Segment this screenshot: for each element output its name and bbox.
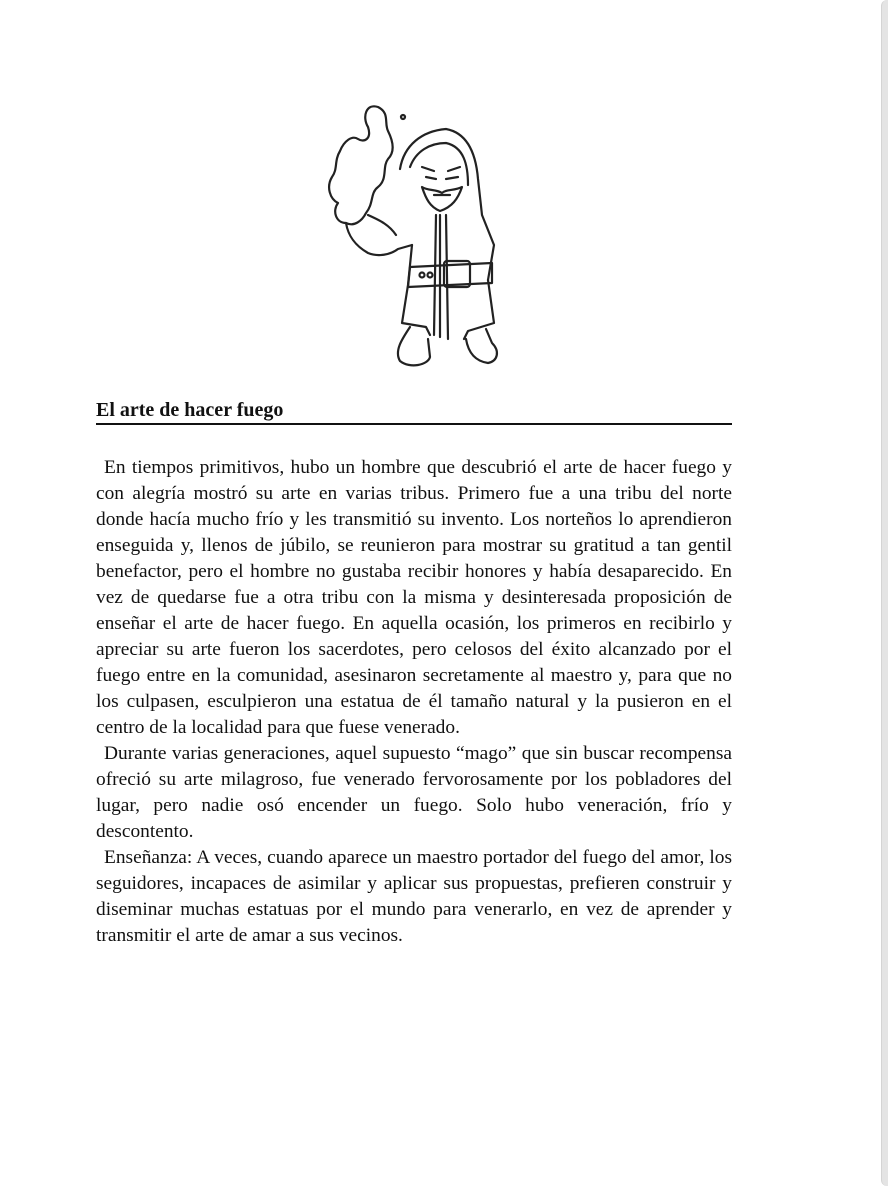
paragraph-lesson: Enseñanza: A veces, cuando aparece un maestro portador del fuego del amor, los seguidores, incapaces de asimilar y aplicar sus propuestas, prefieren construir y diseminar muchas estatuas por el mundo para venerarlo, en vez de aprender y transmitir el arte de amar a sus vecinos. [96, 847, 732, 946]
arm-shape [346, 223, 412, 255]
page-edge-scroll [881, 0, 888, 1186]
flame-shape [329, 106, 393, 224]
story-title: El arte de hacer fuego [96, 398, 732, 425]
paragraph-veneration: Durante varias generaciones, aquel supuesto “mago” que sin buscar recompensa ofreció su arte milagroso, fue venerado fervorosamente por los pobladores del lugar, pero nadie osó encender un fuego. Solo hubo veneración, frío y descontento. [96, 743, 732, 842]
wizard-illustration-icon [318, 95, 513, 375]
paragraph-story: En tiempos primitivos, hubo un hombre que descubrió el arte de hacer fuego y con alegría mostró su arte en varias tribus. Primero fue a una tribu del norte donde hacía mucho frío y les transmitió su invento. Los norteños lo aprendieron enseguida y, llenos de júbilo, se reunieron para mostrar su gratitud a tan gentil benefactor, pero el hombre no gustaba recibir honores y había desaparecido. En vez de quedarse fue a otra tribu con la misma y desinteresada proposición de enseñar el arte de hacer fuego. En aquella ocasión, los primeros en recibirlo y apreciar su arte fueron los sacerdotes, pero celosos del éxito alcanzado por el fuego entre en la comunidad, asesinaron secretamente al maestro y, para que no los culpasen, esculpieron una estatua de él tamaño natural y la pusieron en el centro de la localidad para que fuese venerado. [96, 457, 732, 738]
spark-shape [401, 115, 405, 119]
story-body [96, 455, 732, 949]
beard-shape [422, 187, 462, 211]
belt-shape [408, 263, 492, 287]
face-shape [422, 167, 460, 179]
